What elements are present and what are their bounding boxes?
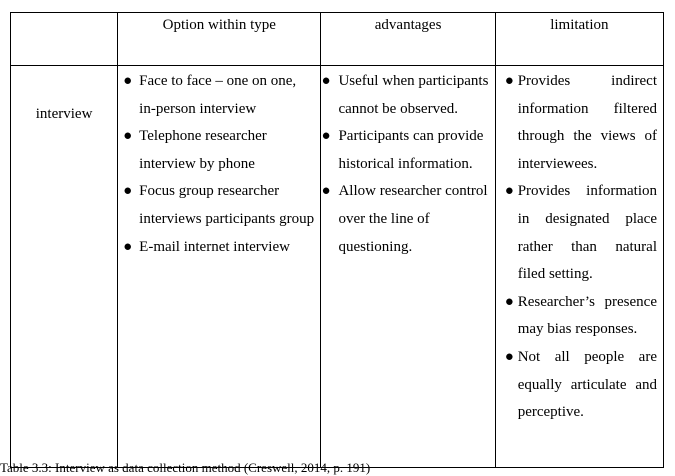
type-label: interview — [35, 106, 93, 122]
bullet-icon: ● — [321, 183, 331, 200]
advantages-list — [321, 68, 488, 261]
bullet-icon: ● — [321, 128, 331, 145]
bullet-icon: ● — [504, 183, 514, 200]
limitation-item: ● Researcher’s presence may bias responses. — [505, 289, 657, 344]
bullet-icon: ● — [504, 73, 514, 89]
limitation-item: ● Not all people are equally articulate and perceptive. — [505, 344, 657, 427]
advantage-item: ● Allow researcher control over the line of questioning. — [321, 178, 488, 261]
bullet-icon: ● — [123, 238, 133, 255]
table-caption: Table 3.3: Interview as data collection method (Creswell, 2014, p. 191) — [0, 460, 371, 475]
option-item: ● E-mail internet interview — [123, 234, 316, 262]
advantages-cell — [321, 66, 495, 468]
header-row — [11, 13, 664, 66]
header-option: Option within type — [118, 13, 321, 66]
bullet-icon: ● — [321, 73, 331, 89]
type-cell — [11, 66, 118, 468]
bullet-icon: ● — [123, 128, 133, 145]
interview-row — [11, 66, 664, 468]
limitations-list — [505, 68, 657, 427]
advantage-item: ● Participants can provide historical information. — [321, 123, 488, 178]
bullet-icon: ● — [504, 348, 514, 365]
option-item: ● Telephone researcher interview by phone — [123, 123, 316, 178]
option-item: ● Face to face – one on one, in-person interview — [123, 68, 316, 123]
bullet-icon: ● — [504, 293, 514, 310]
bullet-icon: ● — [123, 183, 133, 200]
bullet-icon: ● — [123, 73, 133, 89]
option-item: ● Focus group researcher interviews participants group — [123, 178, 316, 233]
header-limitation: limitation — [495, 13, 663, 66]
header-type — [11, 13, 118, 66]
limitation-item: ● Provides indirect information filtered through the views of interviewees. — [505, 68, 657, 178]
limitations-cell — [495, 66, 663, 468]
options-list — [123, 68, 316, 261]
header-advantages: advantages — [321, 13, 495, 66]
interview-table — [10, 12, 664, 468]
limitation-item: ● Provides information in designated place rather than natural filed setting. — [505, 178, 657, 288]
options-cell — [118, 66, 321, 468]
advantage-item: ● Useful when participants cannot be observed. — [321, 68, 488, 123]
